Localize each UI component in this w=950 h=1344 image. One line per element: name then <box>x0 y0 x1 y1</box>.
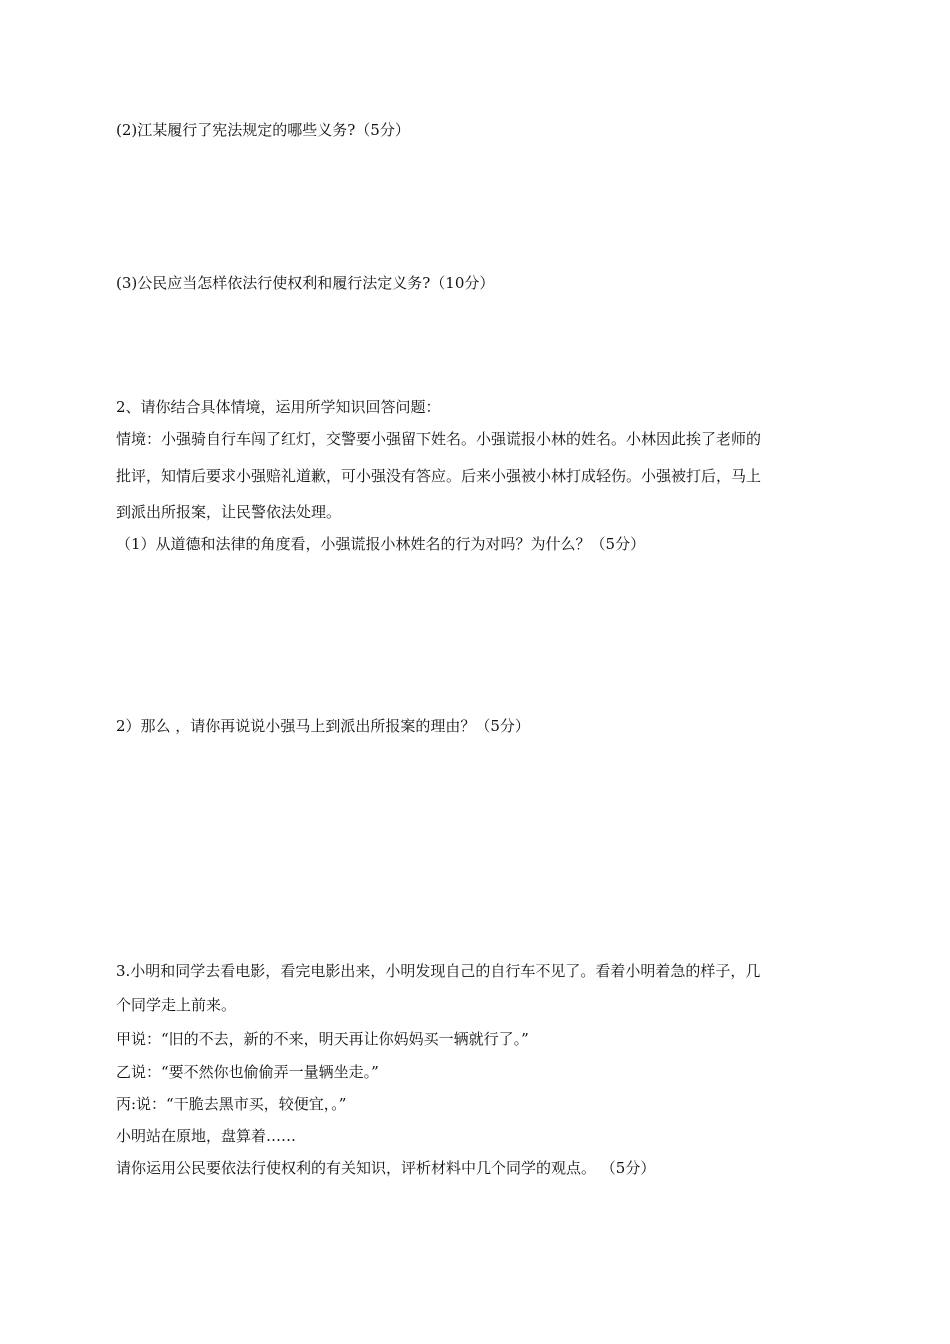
question-3-statement-bing: 丙:说：“干脆去黑市买，较便宜，。” <box>116 1095 347 1113</box>
question-2-part-2: 2）那么 ，请你再说说小强马上到派出所报案的理由？（5分） <box>116 717 530 735</box>
question-3-xiaoming: 小明站在原地，盘算着…… <box>116 1127 297 1145</box>
question-3-task: 请你运用公民要依法行使权利的有关知识，评析材料中几个同学的观点。 （5分） <box>116 1159 656 1177</box>
question-2-heading: 2、请你结合具体情境，运用所学知识回答问题： <box>116 398 441 416</box>
question-3-intro-line-2: 个同学走上前来。 <box>116 996 237 1014</box>
question-3-statement-jia: 甲说：“旧的不去，新的不来，明天再让你妈妈买一辆就行了。” <box>116 1030 529 1048</box>
question-2-part-1: （1）从道德和法律的角度看，小强谎报小林姓名的行为对吗？为什么？（5分） <box>116 535 646 553</box>
question-1-part-2: (2)江某履行了宪法规定的哪些义务?（5分） <box>116 121 410 139</box>
question-1-part-3: (3)公民应当怎样依法行使权利和履行法定义务?（10分） <box>116 274 495 292</box>
question-2-context-line-1: 情境：小强骑自行车闯了红灯，交警要小强留下姓名。小强谎报小林的姓名。小林因此挨了老师的 <box>116 430 762 448</box>
question-3-intro-line-1: 3.小明和同学去看电影，看完电影出来，小明发现自己的自行车不见了。看着小明着急的样子，几 <box>116 962 761 980</box>
question-2-context-line-2: 批评，知情后要求小强赔礼道歉，可小强没有答应。后来小强被小林打成轻伤。小强被打后，马上 <box>116 467 762 485</box>
question-2-context-line-3: 到派出所报案，让民警依法处理。 <box>116 503 342 521</box>
question-3-statement-yi: 乙说：“要不然你也偷偷弄一量辆坐走。” <box>116 1063 379 1081</box>
